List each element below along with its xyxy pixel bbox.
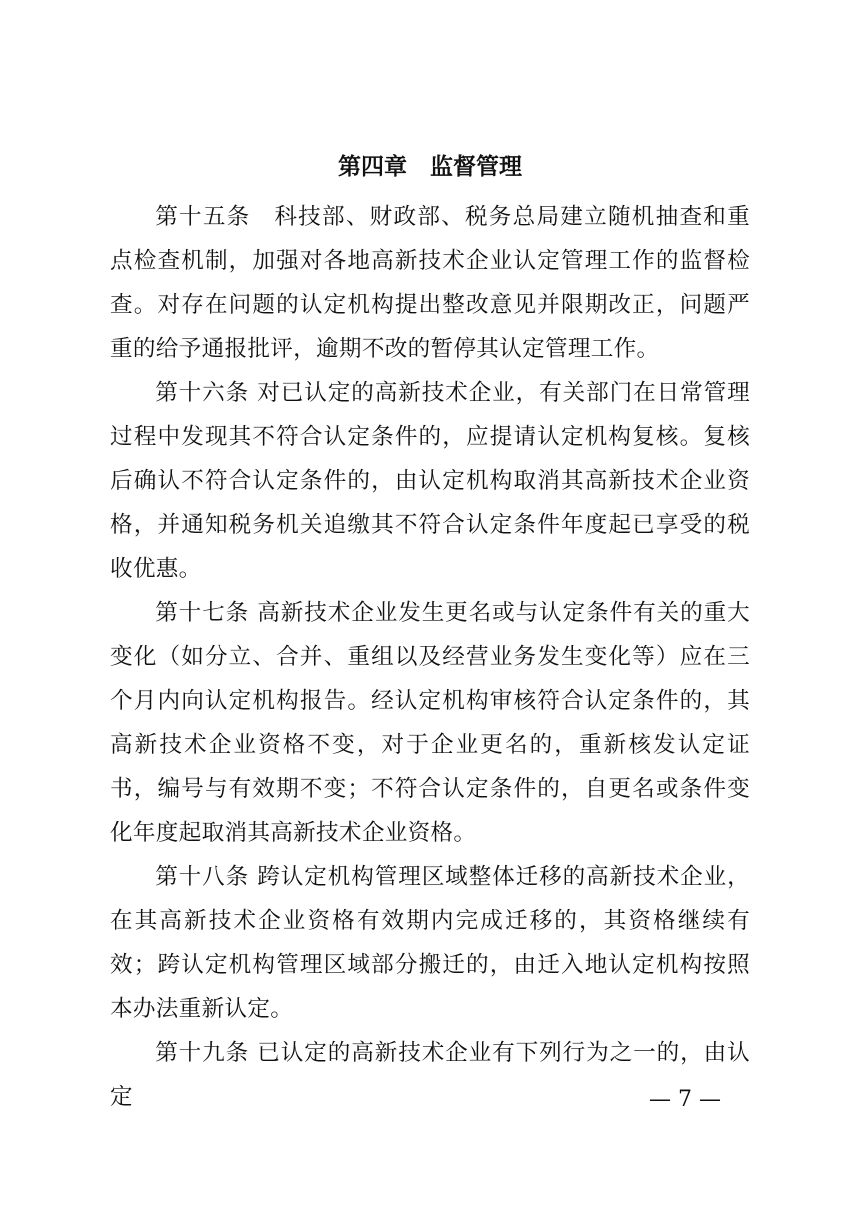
article-18-paragraph: 第十八条 跨认定机构管理区域整体迁移的高新技术企业，在其高新技术企业资格有效期内完成迁移的，其资格继续有效；跨认定机构管理区域部分搬迁的，由迁入地认定机构按照本办法重新认定。 [110,864,750,1022]
article-17-paragraph: 第十七条 高新技术企业发生更名或与认定条件有关的重大变化（如分立、合并、重组以及经营业务发生变化等）应在三个月内向认定机构报告。经认定机构审核符合认定条件的，其高新技术企业资格不变，对于企业更名的，重新核发认定证书，编号与有效期不变；不符合认定条件的，自更名或条件变化年度起取消其高新技术企业资格。 [110,600,750,846]
chapter-title: 第四章 监督管理 [338,154,522,180]
article-16-paragraph: 第十六条 对已认定的高新技术企业，有关部门在日常管理过程中发现其不符合认定条件的，应提请认定机构复核。复核后确认不符合认定条件的，由认定机构取消其高新技术企业资格，并通知税务机关追缴其不符合认定条件年度起已享受的税收优惠。 [110,380,750,582]
document-body [110,195,750,1119]
page-number: — 7 — [649,1087,721,1112]
article-15-paragraph: 第十五条 科技部、财政部、税务总局建立随机抽查和重点检查机制，加强对各地高新技术企业认定管理工作的监督检查。对存在问题的认定机构提出整改意见并限期改正，问题严重的给予通报批评，逾期不改的暂停其认定管理工作。 [110,204,750,362]
article-19-paragraph: 第十九条 已认定的高新技术企业有下列行为之一的，由认定 [110,1040,750,1110]
